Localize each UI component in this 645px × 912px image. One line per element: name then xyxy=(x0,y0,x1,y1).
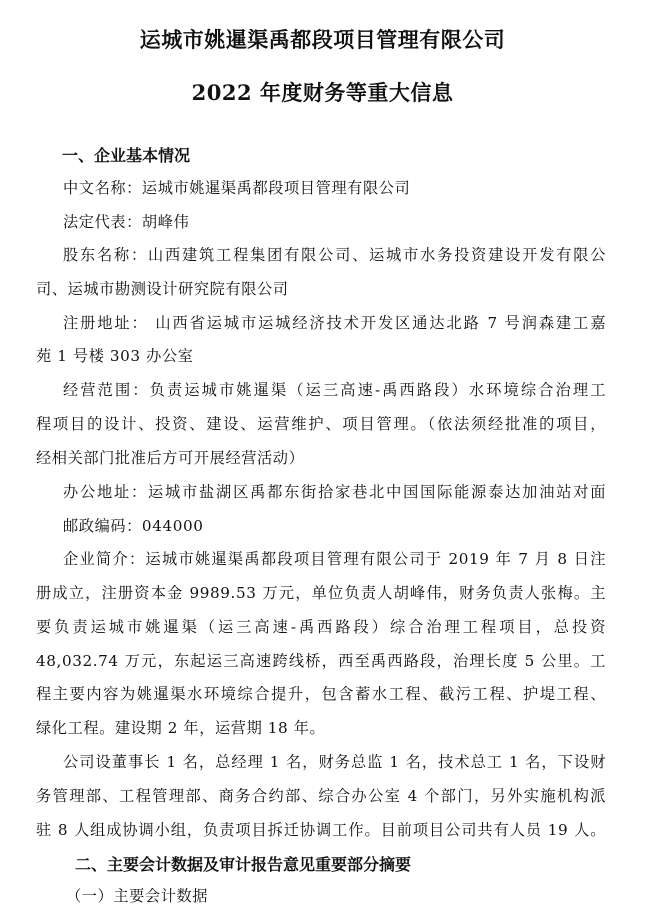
text-line: 办公地址：运城市盐湖区禹都东街拾家巷北中国国际能源泰达加油站对面 xyxy=(63,483,606,501)
document-title: 运城市姚暹渠禹都段项目管理有限公司 xyxy=(139,27,506,52)
text-line: 驻 8 人组成协调小组，负责项目拆迁协调工作。目前项目公司共有人员 19 人。 xyxy=(36,821,606,839)
text-line: 注册地址： 山西省运城市运城经济技术开发区通达北路 7 号润森建工嘉 xyxy=(63,314,606,332)
text-line: 苑 1 号楼 303 办公室 xyxy=(36,347,194,365)
text-line: 司、运城市勘测设计研究院有限公司 xyxy=(36,280,289,298)
text-line: 要负责运城市姚暹渠（运三高速-禹西路段）综合治理工程项目，总投资 xyxy=(36,618,606,636)
text-line: 绿化工程。建设期 2 年，运营期 18 年。 xyxy=(36,719,326,737)
text-line: 经相关部门批准后方可开展经营活动） xyxy=(36,449,305,467)
text-line: 中文名称：运城市姚暹渠禹都段项目管理有限公司 xyxy=(63,179,411,197)
text-line: 邮政编码：044000 xyxy=(63,517,204,535)
text-line: 经营范围：负责运城市姚暹渠（运三高速-禹西路段）水环境综合治理工 xyxy=(63,381,606,399)
subsection-heading: （一）主要会计数据 xyxy=(66,887,209,905)
text-line: 48,032.74 万元，东起运三高速跨线桥，西至禹西路段，治理长度 5 公里。工 xyxy=(36,652,606,670)
text-line: 程项目的设计、投资、建设、运营维护、项目管理。（依法须经批准的项目， xyxy=(36,415,606,433)
section-heading-2: 二、主要会计数据及审计报告意见重要部分摘要 xyxy=(75,855,412,874)
document-subtitle: 2022 年度财务等重大信息 xyxy=(191,80,454,105)
text-line: 股东名称：山西建筑工程集团有限公司、运城市水务投资建设开发有限公 xyxy=(63,246,606,264)
text-line: 务管理部、工程管理部、商务合约部、综合办公室 4 个部门，另外实施机构派 xyxy=(36,787,606,805)
text-line: 法定代表：胡峰伟 xyxy=(63,213,190,231)
text-line: 企业简介：运城市姚暹渠禹都段项目管理有限公司于 2019 年 7 月 8 日注 xyxy=(63,550,606,568)
text-line: 公司设董事长 1 名，总经理 1 名，财务总监 1 名，技术总工 1 名，下设财 xyxy=(63,753,606,771)
section-heading-1: 一、企业基本情况 xyxy=(62,146,191,165)
text-line: 程主要内容为姚暹渠水环境综合提升，包含蓄水工程、截污工程、护堤工程、 xyxy=(36,685,606,703)
text-line: 册成立，注册资本金 9989.53 万元，单位负责人胡峰伟，财务负责人张梅。主 xyxy=(36,584,606,602)
